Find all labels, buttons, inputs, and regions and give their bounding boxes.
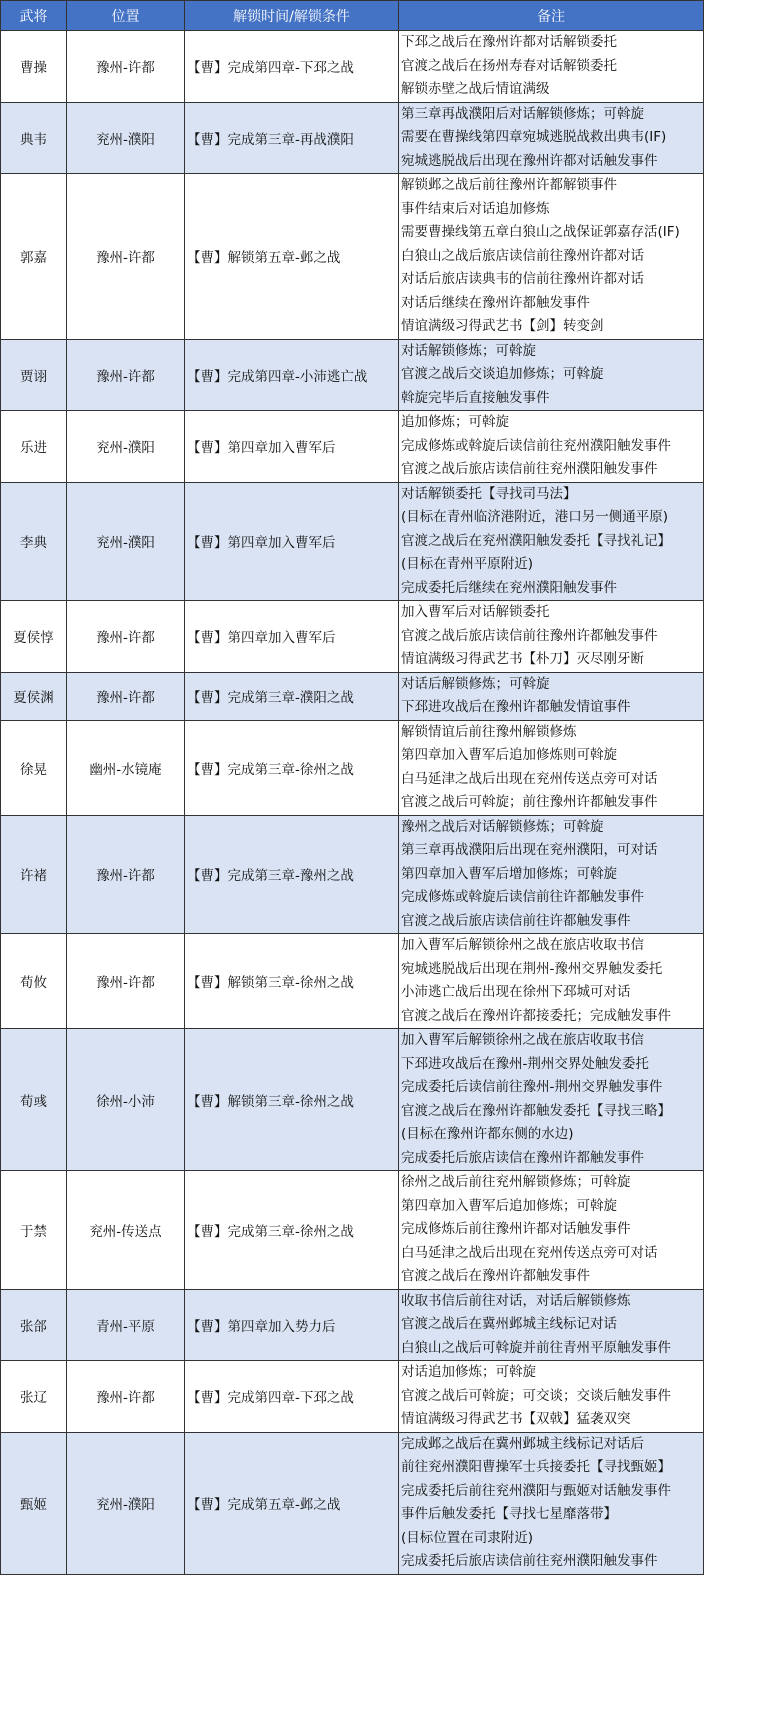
note-line: 完成修炼或斡旋后读信前往兖州濮阳触发事件 [401,437,671,454]
notes-cell [399,31,704,103]
general-name-cell: 徐晃 [1,720,67,815]
unlock-condition-cell: 【曹】完成第四章-下邳之战 [185,31,399,103]
notes-cell [399,482,704,601]
note-line: 白狼山之战后旅店读信前往豫州许都对话 [401,247,644,264]
table-row [1,1171,704,1290]
note-line: 解锁情谊后前往豫州解锁修炼 [401,723,577,740]
note-line: (目标在青州临济港附近，港口另一侧通平原) [401,509,669,525]
table-body [1,31,704,1575]
note-line: 第四章加入曹军后增加修炼；可斡旋 [401,865,617,882]
notes-cell [399,934,704,1029]
note-line: 豫州之战后对话解锁修炼；可斡旋 [401,818,604,835]
note-line: 官渡之战后可斡旋；可交谈；交谈后触发事件 [401,1387,671,1404]
note-line: 情谊满级习得武艺书【双戟】猛袭双突 [401,1411,631,1427]
general-name-cell: 乐进 [1,411,67,483]
location-cell: 青州-平原 [67,1289,185,1361]
header-row [1,1,704,31]
note-line: 第四章加入曹军后追加修炼；可斡旋 [401,1197,617,1214]
location-cell: 徐州-小沛 [67,1029,185,1171]
note-line: 追加修炼；可斡旋 [401,414,509,430]
note-line: 情谊满级习得武艺书【剑】转变剑 [401,318,604,334]
note-line: 加入曹军后解锁徐州之战在旅店收取书信 [401,937,644,953]
general-name-cell: 典韦 [1,102,67,174]
note-line: 官渡之战后在扬州寿春对话解锁委托 [401,57,617,74]
note-line: 下邳之战后在豫州许都对话解锁委托 [401,34,617,50]
note-line: 斡旋完毕后直接触发事件 [401,389,550,406]
location-cell: 豫州-许都 [67,174,185,340]
unlock-condition-cell: 【曹】解锁第五章-邺之战 [185,174,399,340]
location-cell: 豫州-许都 [67,934,185,1029]
note-line: 对话解锁修炼；可斡旋 [401,342,536,359]
unlock-condition-cell: 【曹】完成第四章-下邳之战 [185,1361,399,1433]
note-line: 官渡之战后交谈追加修炼；可斡旋 [401,366,604,382]
note-line: 第四章加入曹军后追加修炼则可斡旋 [401,747,617,763]
note-line: 对话后继续在豫州许都触发事件 [401,294,590,311]
notes-cell [399,1171,704,1290]
table-row [1,411,704,483]
note-line: 前往兖州濮阳曹操军士兵接委托【寻找甄姬】 [401,1459,671,1475]
location-cell: 豫州-许都 [67,31,185,103]
location-cell: 豫州-许都 [67,1361,185,1433]
location-cell: 豫州-许都 [67,339,185,411]
unlock-condition-cell: 【曹】第四章加入曹军后 [185,482,399,601]
location-cell: 豫州-许都 [67,672,185,720]
header-unlock-condition: 解锁时间/解锁条件 [185,1,399,31]
note-line: 官渡之战后在豫州许都触发委托【寻找三略】 [401,1102,671,1119]
note-line: 下邳进攻战后在豫州-荆州交界处触发委托 [401,1055,649,1072]
general-name-cell: 张郃 [1,1289,67,1361]
general-name-cell: 夏侯惇 [1,601,67,673]
note-line: 官渡之战后可斡旋；前往豫州许都触发事件 [401,794,658,810]
unlock-condition-cell: 【曹】完成第三章-豫州之战 [185,815,399,934]
note-line: 完成委托后旅店读信在豫州许都触发事件 [401,1149,644,1166]
location-cell: 兖州-濮阳 [67,411,185,483]
note-line: 对话追加修炼；可斡旋 [401,1364,536,1380]
note-line: 官渡之战后旅店读信前往豫州许都触发事件 [401,627,658,644]
note-line: 对话后旅店读典韦的信前往豫州许都对话 [401,271,644,287]
general-name-cell: 甄姬 [1,1432,67,1574]
table-row [1,1361,704,1433]
note-line: 官渡之战后旅店读信前往兖州濮阳触发事件 [401,461,658,477]
note-line: 需要在曹操线第四章宛城逃脱战救出典韦(IF) [401,129,667,145]
notes-cell [399,1432,704,1574]
note-line: 下邳进攻战后在豫州许都触发情谊事件 [401,699,631,715]
unlock-condition-cell: 【曹】第四章加入势力后 [185,1289,399,1361]
unlock-condition-cell: 【曹】第四章加入曹军后 [185,601,399,673]
note-line: 完成委托后旅店读信前往兖州濮阳触发事件 [401,1553,658,1569]
note-line: 官渡之战后旅店读信前往许都触发事件 [401,912,631,929]
unlock-condition-cell: 【曹】解锁第三章-徐州之战 [185,934,399,1029]
table-row [1,672,704,720]
note-line: 事件后触发委托【寻找七星靡落带】 [401,1506,617,1522]
unlock-condition-cell: 【曹】完成第五章-邺之战 [185,1432,399,1574]
table-row [1,31,704,103]
table-row [1,1432,704,1574]
unlock-condition-cell: 【曹】完成第三章-濮阳之战 [185,672,399,720]
location-cell: 幽州-水镜庵 [67,720,185,815]
note-line: 加入曹军后解锁徐州之战在旅店收取书信 [401,1032,644,1048]
general-name-cell: 郭嘉 [1,174,67,340]
note-line: 需要曹操线第五章白狼山之战保证郭嘉存活(IF) [401,224,680,240]
note-line: 官渡之战后在兖州濮阳触发委托【寻找礼记】 [401,532,671,549]
notes-cell [399,1289,704,1361]
notes-cell [399,1361,704,1433]
notes-cell [399,601,704,673]
table-row [1,339,704,411]
general-name-cell: 荀攸 [1,934,67,1029]
header-general: 武将 [1,1,67,31]
note-line: 完成邺之战后在冀州邺城主线标记对话后 [401,1435,644,1452]
general-name-cell: 夏侯渊 [1,672,67,720]
note-line: 第三章再战濮阳后对话解锁修炼；可斡旋 [401,105,644,122]
note-line: 解锁赤壁之战后情谊满级 [401,81,550,97]
location-cell: 兖州-濮阳 [67,102,185,174]
notes-cell [399,102,704,174]
unlock-condition-cell: 【曹】完成第三章-徐州之战 [185,1171,399,1290]
general-name-cell: 贾诩 [1,339,67,411]
table-row [1,720,704,815]
notes-cell [399,411,704,483]
note-line: 官渡之战后在冀州邺城主线标记对话 [401,1316,617,1332]
general-name-cell: 曹操 [1,31,67,103]
general-name-cell: 于禁 [1,1171,67,1290]
unlock-condition-cell: 【曹】第四章加入曹军后 [185,411,399,483]
note-line: 完成委托后读信前往豫州-荆州交界触发事件 [401,1079,663,1095]
table-row [1,1029,704,1171]
note-line: 完成委托后继续在兖州濮阳触发事件 [401,579,617,596]
note-line: 加入曹军后对话解锁委托 [401,604,550,620]
note-line: 官渡之战后在豫州许都触发事件 [401,1268,590,1284]
note-line: 白狼山之战后可斡旋并前往青州平原触发事件 [401,1339,671,1356]
unlock-condition-cell: 【曹】完成第四章-小沛逃亡战 [185,339,399,411]
table-row [1,102,704,174]
location-cell: 兖州-传送点 [67,1171,185,1290]
notes-cell [399,720,704,815]
note-line: 对话后解锁修炼；可斡旋 [401,675,550,692]
general-name-cell: 张辽 [1,1361,67,1433]
notes-cell [399,672,704,720]
table-row [1,174,704,340]
notes-cell [399,339,704,411]
table-row [1,482,704,601]
location-cell: 豫州-许都 [67,815,185,934]
note-line: 完成委托后前往兖州濮阳与甄姬对话触发事件 [401,1482,671,1499]
location-cell: 豫州-许都 [67,601,185,673]
notes-cell [399,1029,704,1171]
general-name-cell: 李典 [1,482,67,601]
note-line: 白马延津之战后出现在兖州传送点旁可对话 [401,770,658,787]
unlock-condition-cell: 【曹】完成第三章-再战濮阳 [185,102,399,174]
table-row [1,1289,704,1361]
note-line: (目标在豫州许都东侧的水边) [401,1126,574,1142]
note-line: 对话解锁委托【寻找司马法】 [401,485,577,502]
note-line: 宛城逃脱战后出现在荆州-豫州交界触发委托 [401,960,663,977]
note-line: 小沛逃亡战后出现在徐州下邳城可对话 [401,984,631,1000]
notes-cell [399,174,704,340]
note-line: 徐州之战后前往兖州解锁修炼；可斡旋 [401,1174,631,1190]
location-cell: 兖州-濮阳 [67,482,185,601]
general-name-cell: 许褚 [1,815,67,934]
header-location: 位置 [67,1,185,31]
unlock-condition-cell: 【曹】完成第三章-徐州之战 [185,720,399,815]
location-cell: 兖州-濮阳 [67,1432,185,1574]
note-line: 官渡之战后在豫州许都接委托；完成触发事件 [401,1007,671,1024]
note-line: 事件结束后对话追加修炼 [401,200,550,217]
note-line: (目标位置在司隶附近) [401,1529,534,1546]
note-line: (目标在青州平原附近) [401,556,534,572]
table-row [1,601,704,673]
note-line: 完成修炼后前往豫州许都对话触发事件 [401,1221,631,1237]
note-line: 解锁邺之战后前往豫州许都解锁事件 [401,177,617,193]
table-row [1,934,704,1029]
note-line: 白马延津之战后出现在兖州传送点旁可对话 [401,1244,658,1261]
note-line: 第三章再战濮阳后出现在兖州濮阳，可对话 [401,842,658,858]
header-notes: 备注 [399,1,704,31]
general-name-cell: 荀彧 [1,1029,67,1171]
note-line: 收取书信后前往对话，对话后解锁修炼 [401,1292,631,1309]
note-line: 宛城逃脱战后出现在豫州许都对话触发事件 [401,152,658,169]
note-line: 情谊满级习得武艺书【朴刀】灭尽刚牙断 [401,651,644,667]
table-row [1,815,704,934]
note-line: 完成修炼或斡旋后读信前往许都触发事件 [401,889,644,905]
unlock-condition-cell: 【曹】解锁第三章-徐州之战 [185,1029,399,1171]
notes-cell [399,815,704,934]
